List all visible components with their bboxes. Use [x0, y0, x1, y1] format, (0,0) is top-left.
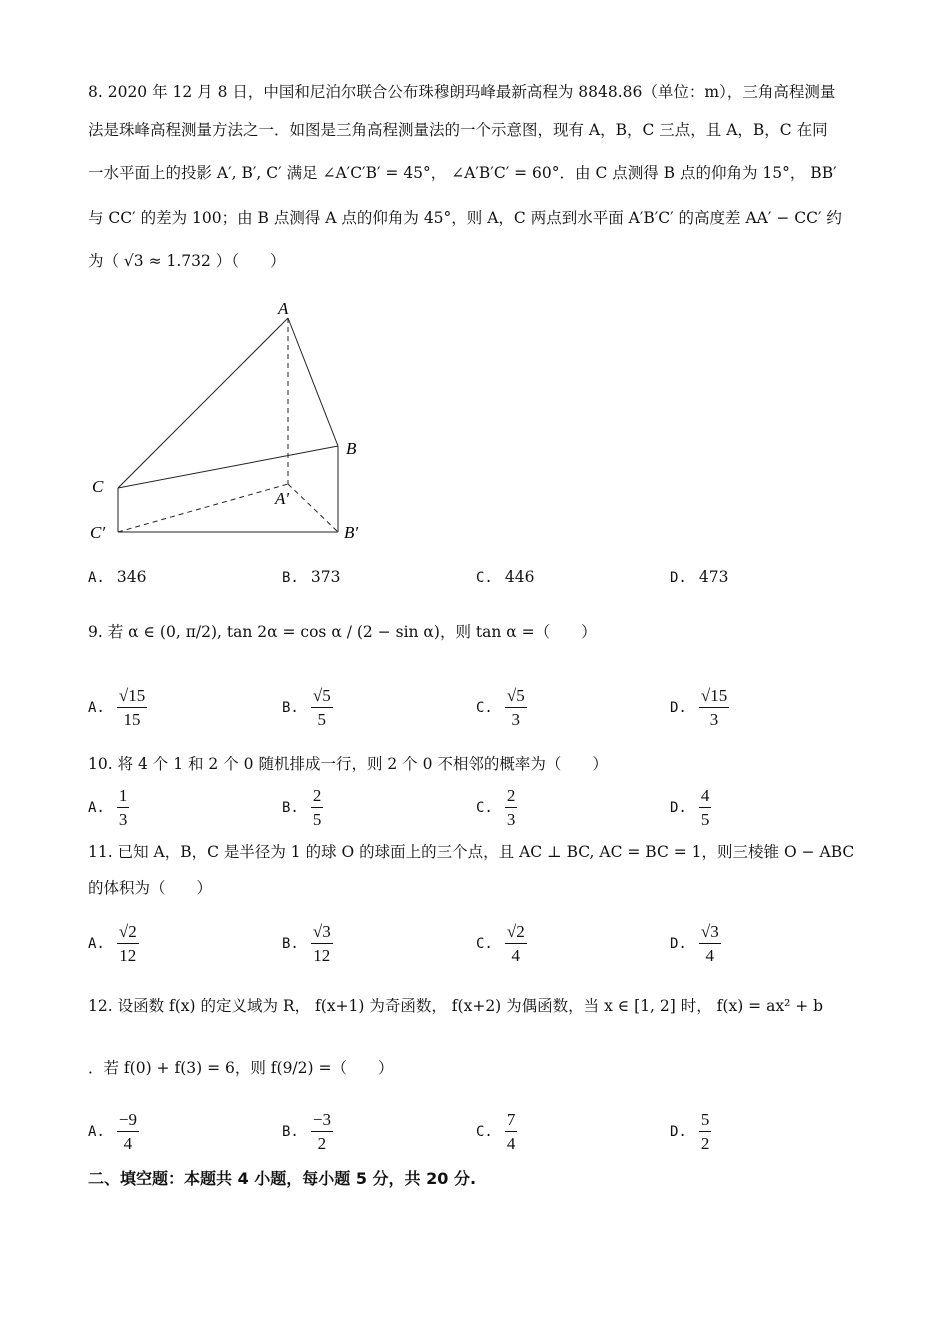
q8-option-d: D. 473: [670, 568, 729, 586]
q10-option-b: B. $\frac{2}{5}$: [282, 786, 322, 829]
label-A-prime: A′: [275, 489, 290, 508]
q8-line-3: 一水平面上的投影 A′, B′, C′ 满足 ∠A′C′B′ = 45°， ∠A′B′C′ = 60°．由 C 点测得 B 点的仰角为 15°， BB′: [88, 164, 837, 182]
q8-figure: [80, 290, 380, 550]
section-heading-fill-in: 二、填空题：本题共 4 小题，每小题 5 分，共 20 分.: [88, 1169, 477, 1188]
q12-option-a: A. $\frac{-9}{4}$: [88, 1110, 137, 1153]
q8-line-5: 为（ √3 ≈ 1.732 ）（ ）: [88, 252, 286, 270]
q12-line-2: ．若 f(0) + f(3) = 6，则 f(9/2) =（ ）: [88, 1059, 394, 1077]
q8-option-b: B. 373: [282, 568, 341, 586]
q9-stem: 9. 若 α ∈ (0, π/2), tan 2α = cos α / (2 − sin α)，则 tan α =（ ）: [88, 623, 597, 641]
q11-line-2: 的体积为（ ）: [88, 879, 213, 897]
q11-line-1: 11. 已知 A，B，C 是半径为 1 的球 O 的球面上的三个点，且 AC ⊥ BC, AC = BC = 1，则三棱锥 O − ABC: [88, 843, 855, 861]
label-B-prime: B′: [344, 523, 359, 542]
q11-option-d: D. $\frac{√3}{4}$: [670, 922, 719, 965]
edge-C-B: [118, 446, 338, 488]
q9-option-d: D. $\frac{√15}{3}$: [670, 686, 728, 729]
q11-option-b: B. $\frac{√3}{12}$: [282, 922, 331, 965]
edge-A1-B1: [288, 484, 338, 532]
edge-C1-A1: [118, 484, 288, 532]
q8-line-1: 8. 2020 年 12 月 8 日，中国和尼泊尔联合公布珠穆朗玛峰最新高程为 8848.86（单位：m），三角高程测量: [88, 83, 836, 101]
q10-option-d: D. $\frac{4}{5}$: [670, 786, 710, 829]
label-C: C: [92, 477, 104, 496]
label-C-prime: C′: [90, 523, 106, 542]
q12-option-b: B. $\frac{-3}{2}$: [282, 1110, 331, 1153]
q8-line-2: 法是珠峰高程测量方法之一．如图是三角高程测量法的一个示意图，现有 A，B，C 三点，且 A，B，C 在同: [88, 121, 828, 139]
q12-option-d: D. $\frac{5}{2}$: [670, 1110, 710, 1153]
q9-option-c: C. $\frac{√5}{3}$: [476, 686, 525, 729]
q10-stem: 10. 将 4 个 1 和 2 个 0 随机排成一行，则 2 个 0 不相邻的概率为（ ）: [88, 755, 608, 773]
edge-A-B: [288, 318, 338, 446]
q12-option-c: C. $\frac{7}{4}$: [476, 1110, 516, 1153]
q9-option-a: A. $\frac{√15}{15}$: [88, 686, 146, 729]
q11-option-c: C. $\frac{√2}{4}$: [476, 922, 525, 965]
q10-option-c: C. $\frac{2}{3}$: [476, 786, 516, 829]
q12-line-1: 12. 设函数 f(x) 的定义域为 R， f(x+1) 为奇函数， f(x+2) 为偶函数，当 x ∈ [1, 2] 时， f(x) = ax² + b: [88, 997, 824, 1015]
q8-option-a: A. 346: [88, 568, 147, 586]
q8-option-c: C. 446: [476, 568, 535, 586]
edge-A-C: [118, 318, 288, 488]
q8-line-4: 与 CC′ 的差为 100；由 B 点测得 A 点的仰角为 45°，则 A，C 两点到水平面 A′B′C′ 的高度差 AA′ − CC′ 约: [88, 209, 842, 227]
q9-option-b: B. $\frac{√5}{5}$: [282, 686, 331, 729]
q10-option-a: A. $\frac{1}{3}$: [88, 786, 128, 829]
q11-option-a: A. $\frac{√2}{12}$: [88, 922, 137, 965]
label-B: B: [346, 439, 357, 458]
label-A: A: [278, 299, 289, 318]
